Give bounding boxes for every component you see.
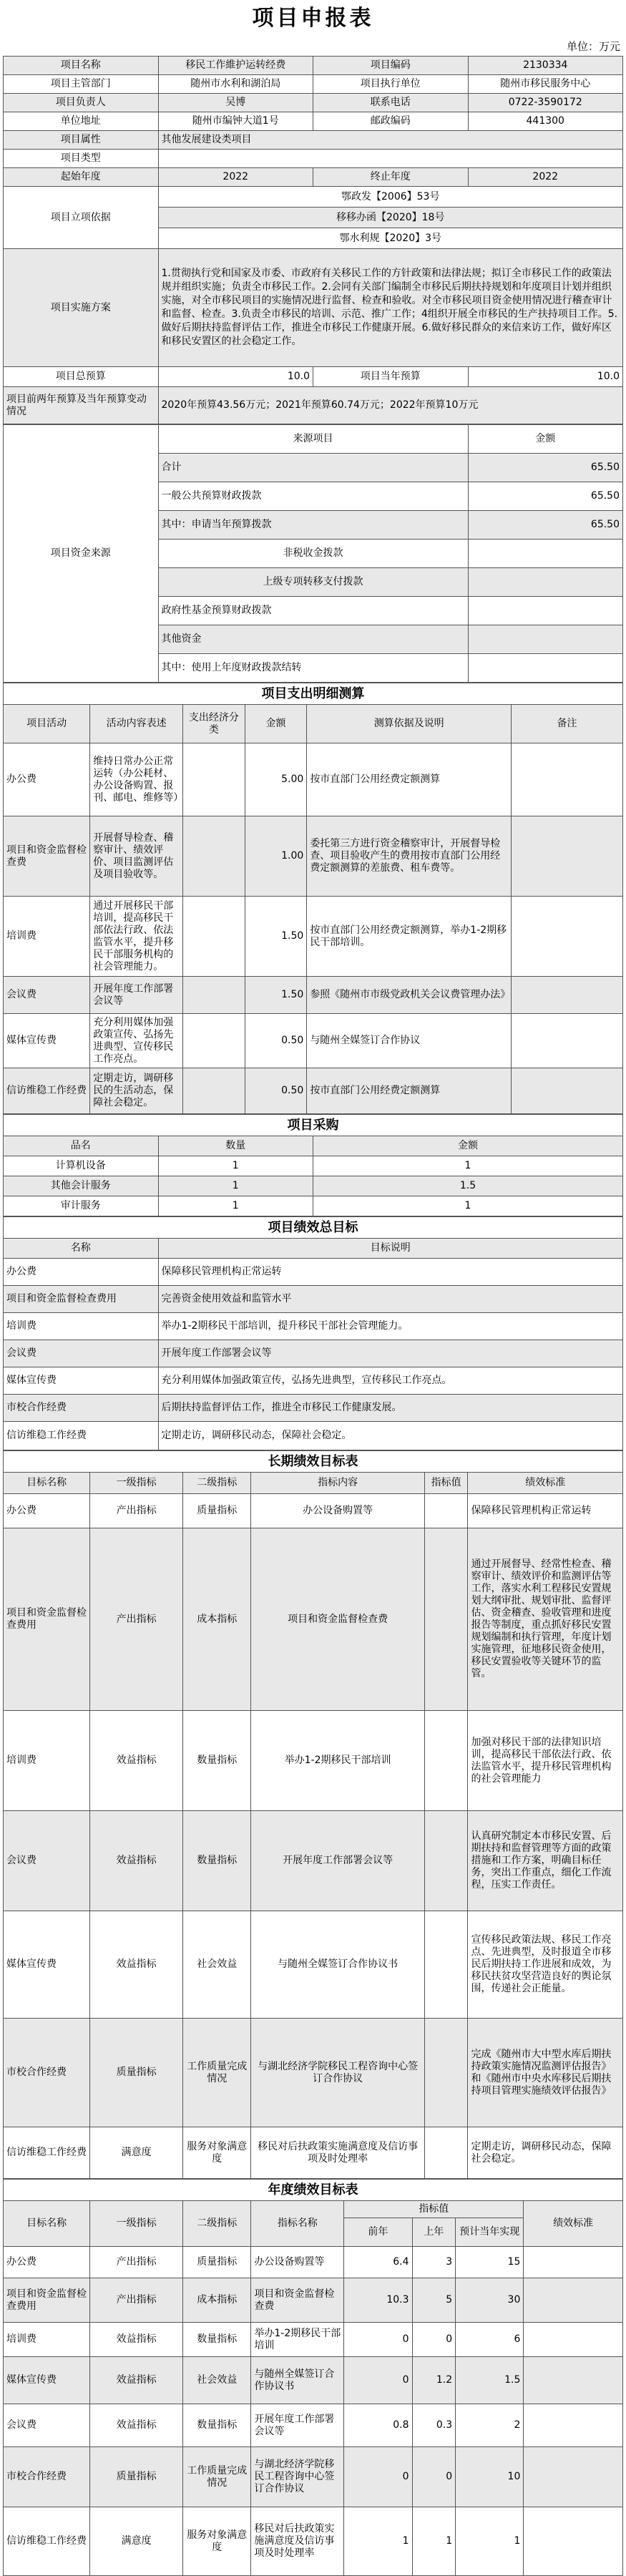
annual-header: 二级指标 <box>183 2201 251 2247</box>
expense-basis: 参照《随州市市级党政机关会议费管理办法》 <box>307 977 512 1014</box>
goal-name: 培训费 <box>4 1313 159 1340</box>
expense-activity: 信访维稳工作经费 <box>4 1068 90 1114</box>
an-name: 会议费 <box>4 2404 90 2447</box>
an-current: 2 <box>456 2404 524 2447</box>
lt-value <box>424 2019 468 2127</box>
an-standard <box>524 2447 623 2507</box>
lt-value <box>424 1811 468 1911</box>
an-current: 1 <box>456 2507 524 2576</box>
longterm-header: 目标名称 <box>4 1473 90 1494</box>
an-level1: 效益指标 <box>90 2357 183 2404</box>
lt-content: 项目和资金监督检查费 <box>251 1528 424 1711</box>
an-level2: 工作质量完成情况 <box>183 2447 251 2507</box>
lt-content: 举办1-2期移民干部培训 <box>251 1711 424 1811</box>
leader-value: 吴博 <box>158 94 313 112</box>
funding-row-amount: 65.50 <box>468 454 623 482</box>
expense-note <box>512 743 623 816</box>
plan-text: 1.贯彻执行党和国家及市委、市政府有关移民工作的方针政策和法律法规；拟订全市移民工作的政策法规并组织实施；负责全市移民工作。2.会同有关部门编制全市移民后期扶持规划和年度项目计划并组织实施，对全市移民项目的实施情况进行监督、检查和验收。对全市移民项目资金使用情况进行稽查审计和监督、检查。3.负责全市移民的培训、示范、推广工作；4组织开展全市移民的生产扶持项目工作。5.做好后期扶持监督评估工作，推进全市移民工作健康开展。6.做好移民群众的来信来访工作，做好库区和移民安置区的社会稳定工作。 <box>158 249 623 367</box>
an-level2: 服务对象满意度 <box>183 2507 251 2576</box>
expense-basis: 按市直部门公用经费定额测算 <box>307 743 512 816</box>
funding-row-amount: 65.50 <box>468 482 623 511</box>
goals-header: 目标说明 <box>158 1239 623 1259</box>
goals-table <box>3 1216 623 1450</box>
expense-note <box>512 816 623 897</box>
an-name: 信访维稳工作经费 <box>4 2507 90 2576</box>
an-prev1: 5 <box>412 2278 456 2323</box>
lt-level1: 效益指标 <box>90 1711 183 1811</box>
funding-row-name: 上级专项转移支付拨款 <box>158 568 468 597</box>
funding-row-amount: 65.50 <box>468 511 623 540</box>
expense-basis: 委托第三方进行资金稽察审计，开展督导检查、项目验收产生的费用按市直部门公用经费定额测算的差旅费、租车费等。 <box>307 816 512 897</box>
lt-standard: 完成《随州市大中型水库后期扶持政策实施情况监测评估报告》和《随州市中央水库移民后期扶持项目管理实施绩效评估报告》 <box>468 2019 623 2127</box>
expense-activity: 会议费 <box>4 977 90 1014</box>
lt-name: 市校合作经费 <box>4 2019 90 2127</box>
type-label: 项目类型 <box>4 150 159 168</box>
expense-title: 项目支出明细测算 <box>4 683 623 705</box>
funding-row-name: 其中：申请当年预算拨款 <box>158 511 468 540</box>
funding-row-amount <box>468 654 623 683</box>
expense-header: 金额 <box>245 705 307 743</box>
an-standard <box>524 2507 623 2576</box>
basic-info-table <box>3 56 623 424</box>
end-year-value: 2022 <box>468 168 623 187</box>
an-prev1: 1 <box>412 2507 456 2576</box>
an-indicator: 与随州全媒签订合作协议书 <box>251 2357 344 2404</box>
phone-value: 0722-3590172 <box>468 94 623 112</box>
start-year-label: 起始年度 <box>4 168 159 187</box>
lt-name: 信访维稳工作经费 <box>4 2127 90 2179</box>
procurement-title: 项目采购 <box>4 1115 623 1136</box>
goals-header: 名称 <box>4 1239 159 1259</box>
expense-header: 支出经济分类 <box>183 705 245 743</box>
expense-class <box>183 816 245 897</box>
lt-value <box>424 1711 468 1811</box>
goal-name: 信访维稳工作经费 <box>4 1422 159 1450</box>
longterm-header: 绩效标准 <box>468 1473 623 1494</box>
procurement-name: 审计服务 <box>4 1196 159 1216</box>
funding-table <box>3 424 623 683</box>
goal-desc: 充分利用媒体加强政策宣传，弘扬先进典型，宣传移民工作亮点。 <box>158 1367 623 1395</box>
lt-level1: 质量指标 <box>90 2019 183 2127</box>
an-level1: 产出指标 <box>90 2247 183 2278</box>
expense-amount: 0.50 <box>245 1014 307 1068</box>
procurement-qty: 1 <box>158 1156 313 1176</box>
current-budget-value: 10.0 <box>468 367 623 387</box>
an-name: 培训费 <box>4 2323 90 2357</box>
longterm-header: 二级指标 <box>183 1473 251 1494</box>
an-indicator: 移民对后扶政策实施满意度及信访事项及时处理率 <box>251 2507 344 2576</box>
expense-activity: 项目和资金监督检查费 <box>4 816 90 897</box>
total-budget-label: 项目总预算 <box>4 367 159 387</box>
annual-header: 上年 <box>412 2218 456 2247</box>
expense-header: 测算依据及说明 <box>307 705 512 743</box>
prior-budget-label: 项目前两年预算及当年预算变动情况 <box>4 387 159 424</box>
procurement-table <box>3 1114 623 1216</box>
longterm-header: 指标内容 <box>251 1473 424 1494</box>
expense-desc: 定期走访，调研移民的生活动态，保障社会稳定。 <box>90 1068 183 1114</box>
an-prev2: 0 <box>344 2323 412 2357</box>
expense-amount: 1.50 <box>245 977 307 1014</box>
an-indicator: 举办1-2期移民干部培训 <box>251 2323 344 2357</box>
lt-standard: 定期走访，调研移民动态，保障社会稳定。 <box>468 2127 623 2179</box>
lt-level2: 社会效益 <box>183 1911 251 2019</box>
an-standard <box>524 2323 623 2357</box>
expense-amount: 1.00 <box>245 816 307 897</box>
procurement-qty: 1 <box>158 1176 313 1196</box>
longterm-title: 长期绩效目标表 <box>4 1451 623 1473</box>
longterm-header: 指标值 <box>424 1473 468 1494</box>
expense-header: 备注 <box>512 705 623 743</box>
expense-desc: 维持日常办公正常运转（办公耗材、办公设备购置、报刊、邮电、维修等） <box>90 743 183 816</box>
expense-desc: 开展督导检查、稽察审计、绩效评价、项目监测评估及项目验收等。 <box>90 816 183 897</box>
an-level2: 质量指标 <box>183 2247 251 2278</box>
funding-row-amount <box>468 597 623 625</box>
expense-note <box>512 897 623 977</box>
lt-value <box>424 1911 468 2019</box>
lt-level2: 服务对象满意度 <box>183 2127 251 2179</box>
goal-desc: 定期走访，调研移民动态，保障社会稳定。 <box>158 1422 623 1450</box>
lt-value <box>424 1528 468 1711</box>
lt-standard: 认真研究制定本市移民安置、后期扶持和监督管理等方面的政策措施和工作方案，明确目标任务，突出工作重点，细化工作流程，压实工作责任。 <box>468 1811 623 1911</box>
basis-item: 鄂政发【2006】53号 <box>158 187 623 208</box>
basis-item: 移移办函【2020】18号 <box>158 208 623 228</box>
lt-content: 开展年度工作部署会议等 <box>251 1811 424 1911</box>
expense-desc: 通过开展移民干部培训，提高移民干部依法行政、依法监管水平，提升移民干部服务机构的社会管理能力。 <box>90 897 183 977</box>
expense-note <box>512 1068 623 1114</box>
project-name-value: 移民工作維护运转经费 <box>158 57 313 75</box>
plan-label: 项目实施方案 <box>4 249 159 367</box>
an-prev2: 10.3 <box>344 2278 412 2323</box>
an-level2: 社会效益 <box>183 2357 251 2404</box>
expense-note <box>512 977 623 1014</box>
an-name: 媒体宣传费 <box>4 2357 90 2404</box>
annual-title: 年度绩效目标表 <box>4 2180 623 2201</box>
lt-level2: 数量指标 <box>183 1811 251 1911</box>
annual-header: 前年 <box>344 2218 412 2247</box>
an-indicator: 开展年度工作部署会议等 <box>251 2404 344 2447</box>
an-name: 项目和资金监督检查费用 <box>4 2278 90 2323</box>
funding-row-name: 一般公共预算财政拨款 <box>158 482 468 511</box>
end-year-label: 终止年度 <box>313 168 469 187</box>
expense-amount: 0.50 <box>245 1068 307 1114</box>
attr-value: 其他发展建设类项目 <box>158 131 623 150</box>
expense-class <box>183 1014 245 1068</box>
an-name: 市校合作经费 <box>4 2447 90 2507</box>
procurement-header: 品名 <box>4 1136 159 1156</box>
expense-class <box>183 897 245 977</box>
an-prev1: 1.2 <box>412 2357 456 2404</box>
lt-level1: 产出指标 <box>90 1528 183 1711</box>
an-current: 10 <box>456 2447 524 2507</box>
expense-basis: 与随州全媒签订合作协议 <box>307 1014 512 1068</box>
current-budget-label: 项目当年预算 <box>313 367 469 387</box>
an-prev2: 0 <box>344 2357 412 2404</box>
an-standard <box>524 2357 623 2404</box>
an-name: 办公费 <box>4 2247 90 2278</box>
attr-label: 项目属性 <box>4 131 159 150</box>
an-current: 6 <box>456 2323 524 2357</box>
longterm-header: 一级指标 <box>90 1473 183 1494</box>
lt-value <box>424 1494 468 1528</box>
expense-amount: 5.00 <box>245 743 307 816</box>
an-level2: 数量指标 <box>183 2323 251 2357</box>
an-indicator: 项目和资金监督检查费 <box>251 2278 344 2323</box>
goal-desc: 后期扶持监督评估工作，推进全市移民工作健康发展。 <box>158 1395 623 1422</box>
annual-header: 指标名称 <box>251 2201 344 2247</box>
expense-table <box>3 683 623 1114</box>
unit-label: 单位：万元 <box>566 40 620 53</box>
annual-header: 预计当年实现 <box>456 2218 524 2247</box>
funding-label: 项目资金来源 <box>4 425 159 683</box>
procurement-qty: 1 <box>158 1196 313 1216</box>
funding-row-amount <box>468 625 623 654</box>
an-prev2: 0 <box>344 2447 412 2507</box>
an-indicator: 办公设备购置等 <box>251 2247 344 2278</box>
an-prev1: 0 <box>412 2323 456 2357</box>
lt-content: 与湖北经济学院移民工程咨询中心签订合作协议 <box>251 2019 424 2127</box>
funding-row-amount <box>468 568 623 597</box>
expense-note <box>512 1014 623 1068</box>
page-title: 项目申报表 <box>252 6 374 31</box>
lt-standard: 通过开展督导、经常性检查、稽察审计、绩效评价和监测评估等工作，落实水利工程移民安置规划大纲审批、规划审批、监督评估、资金稽查、验收管理和进度报告等制度，重点抓好移民安置规划编制和执行管理，年度计划实施管理，征地移民资金使用，移民安置验收等关键环节的监管。 <box>468 1528 623 1711</box>
procurement-amount: 1.5 <box>313 1176 623 1196</box>
funding-row-amount <box>468 540 623 568</box>
funding-row-name: 合计 <box>158 454 468 482</box>
an-level1: 满意度 <box>90 2507 183 2576</box>
procurement-name: 计算机设备 <box>4 1156 159 1176</box>
goal-desc: 举办1-2期移民干部培训，提升移民干部社会管理能力。 <box>158 1313 623 1340</box>
expense-activity: 办公费 <box>4 743 90 816</box>
an-prev1: 3 <box>412 2247 456 2278</box>
expense-activity: 培训费 <box>4 897 90 977</box>
lt-name: 培训费 <box>4 1711 90 1811</box>
lt-level2: 成本指标 <box>183 1528 251 1711</box>
expense-basis: 按市直部门公用经费定额测算 <box>307 1068 512 1114</box>
goal-desc: 开展年度工作部署会议等 <box>158 1340 623 1367</box>
basis-item: 鄂水利规【2020】3号 <box>158 228 623 249</box>
lt-level2: 质量指标 <box>183 1494 251 1528</box>
goals-title: 项目绩效总目标 <box>4 1217 623 1239</box>
expense-activity: 媒体宣传费 <box>4 1014 90 1068</box>
expense-class <box>183 1068 245 1114</box>
funding-row-name: 非税收金拨款 <box>158 540 468 568</box>
lt-content: 移民对后扶政策实施满意度及信访事项及时处理率 <box>251 2127 424 2179</box>
lt-level1: 产出指标 <box>90 1494 183 1528</box>
procurement-amount: 1 <box>313 1156 623 1176</box>
an-prev2: 0.8 <box>344 2404 412 2447</box>
lt-level1: 效益指标 <box>90 1911 183 2019</box>
expense-class <box>183 743 245 816</box>
annual-header: 目标名称 <box>4 2201 90 2247</box>
longterm-table <box>3 1450 623 2179</box>
an-level1: 效益指标 <box>90 2323 183 2357</box>
expense-desc: 开展年度工作部署会议等 <box>90 977 183 1014</box>
funding-row-name: 其中：使用上年度财政拨款结转 <box>158 654 468 683</box>
exec-label: 项目执行单位 <box>313 75 469 94</box>
an-standard <box>524 2278 623 2323</box>
annual-table <box>3 2179 623 2576</box>
an-level1: 质量指标 <box>90 2447 183 2507</box>
an-prev2: 6.4 <box>344 2247 412 2278</box>
goal-desc: 完善资金使用效益和监管水平 <box>158 1286 623 1313</box>
lt-level2: 数量指标 <box>183 1711 251 1811</box>
an-prev1: 0.3 <box>412 2404 456 2447</box>
funding-amount-header: 金额 <box>468 425 623 454</box>
procurement-header: 数量 <box>158 1136 313 1156</box>
zip-label: 邮政编码 <box>313 112 469 131</box>
goal-name: 媒体宣传费 <box>4 1367 159 1395</box>
basis-label: 项目立项依据 <box>4 187 159 249</box>
annual-header: 指标值 <box>344 2201 524 2218</box>
lt-standard: 加强对移民干部的法律知识培训，提高移民干部依法行政、依法监管水平，提升移民管理机构的社会管理能力 <box>468 1711 623 1811</box>
phone-label: 联系电话 <box>313 94 469 112</box>
an-indicator: 与湖北经济学院移民工程咨询中心签订合作协议 <box>251 2447 344 2507</box>
start-year-value: 2022 <box>158 168 313 187</box>
an-level2: 成本指标 <box>183 2278 251 2323</box>
lt-name: 项目和资金监督检查费用 <box>4 1528 90 1711</box>
type-value <box>158 150 623 168</box>
goal-desc: 保障移民管理机构正常运转 <box>158 1259 623 1286</box>
an-level1: 效益指标 <box>90 2404 183 2447</box>
an-standard <box>524 2247 623 2278</box>
dept-label: 项目主管部门 <box>4 75 159 94</box>
lt-name: 办公费 <box>4 1494 90 1528</box>
funding-row-name: 政府性基金预算财政拨款 <box>158 597 468 625</box>
an-prev1: 0 <box>412 2447 456 2507</box>
an-current: 15 <box>456 2247 524 2278</box>
lt-content: 与随州全媒签订合作协议书 <box>251 1911 424 2019</box>
procurement-name: 其他会计服务 <box>4 1176 159 1196</box>
address-label: 单位地址 <box>4 112 159 131</box>
total-budget-value: 10.0 <box>158 367 313 387</box>
an-current: 30 <box>456 2278 524 2323</box>
annual-header: 一级指标 <box>90 2201 183 2247</box>
lt-name: 会议费 <box>4 1811 90 1911</box>
expense-class <box>183 977 245 1014</box>
goal-name: 市校合作经费 <box>4 1395 159 1422</box>
expense-amount: 1.50 <box>245 897 307 977</box>
project-code-value: 2130334 <box>468 57 623 75</box>
lt-level1: 效益指标 <box>90 1811 183 1911</box>
an-current: 1.5 <box>456 2357 524 2404</box>
funding-row-name: 其他资金 <box>158 625 468 654</box>
annual-header: 绩效标准 <box>524 2201 623 2247</box>
dept-value: 随州市水利和湖泊局 <box>158 75 313 94</box>
project-name-label: 项目名称 <box>4 57 159 75</box>
lt-name: 媒体宣传费 <box>4 1911 90 2019</box>
procurement-amount: 1 <box>313 1196 623 1216</box>
lt-level2: 工作质量完成情况 <box>183 2019 251 2127</box>
project-code-label: 项目编码 <box>313 57 469 75</box>
prior-budget-text: 2020年预算43.56万元；2021年预算60.74万元；2022年预算10万元 <box>158 387 623 424</box>
exec-value: 随州市移民服务中心 <box>468 75 623 94</box>
expense-header: 项目活动 <box>4 705 90 743</box>
goal-name: 会议费 <box>4 1340 159 1367</box>
lt-level1: 满意度 <box>90 2127 183 2179</box>
expense-desc: 充分利用媒体加强政策宣传、弘扬先进典型、宣传移民工作亮点。 <box>90 1014 183 1068</box>
goal-name: 办公费 <box>4 1259 159 1286</box>
an-prev2: 1 <box>344 2507 412 2576</box>
zip-value: 441300 <box>468 112 623 131</box>
lt-content: 办公设备购置等 <box>251 1494 424 1528</box>
an-standard <box>524 2404 623 2447</box>
lt-value <box>424 2127 468 2179</box>
leader-label: 项目负责人 <box>4 94 159 112</box>
expense-basis: 按市直部门公用经费定额测算，举办1-2期移民干部培训。 <box>307 897 512 977</box>
expense-header: 活动内容表述 <box>90 705 183 743</box>
lt-standard: 保障移民管理机构正常运转 <box>468 1494 623 1528</box>
goal-name: 项目和资金监督检查费用 <box>4 1286 159 1313</box>
an-level2: 数量指标 <box>183 2404 251 2447</box>
an-level1: 产出指标 <box>90 2278 183 2323</box>
address-value: 随州市编钟大道1号 <box>158 112 313 131</box>
funding-source-header: 来源项目 <box>158 425 468 454</box>
lt-standard: 宣传移民政策法规、移民工作亮点、先进典型，及时报道全市移民后期扶持工作进展和成效，为移民扶贫攻坚营造良好的舆论氛围，传递社会正能量。 <box>468 1911 623 2019</box>
procurement-header: 金额 <box>313 1136 623 1156</box>
